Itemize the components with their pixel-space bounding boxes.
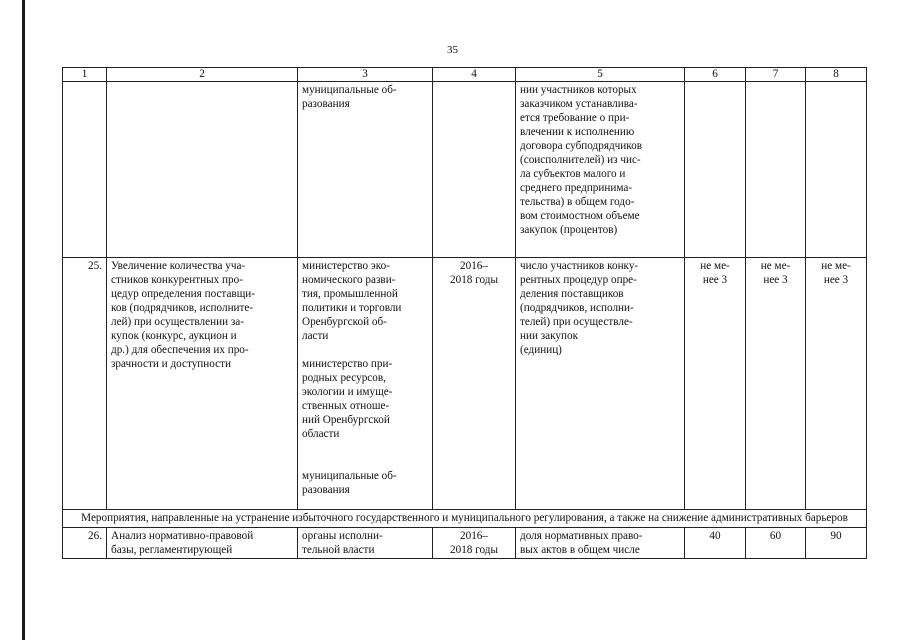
cell-indicator: доля нормативных право- вых актов в общем числе [516, 528, 685, 559]
cell-value-2017 [746, 82, 806, 258]
page-number: 35 [447, 44, 458, 56]
cell-executors: органы исполни- тельной власти [298, 528, 433, 559]
column-header-4: 4 [433, 68, 516, 82]
scan-edge-line [22, 0, 25, 640]
cell-indicator: нии участников которых заказчиком устанавлива- ется требование о при- влечении к исполнению договора субподрядчиков (соисполнителей) из чис- ла субъектов малого и среднего предпринима- тельства) в общем годо- вом стоимостном объеме закупок (процентов) [516, 82, 685, 258]
cell-period: 2016– 2018 годы [433, 528, 516, 559]
cell-value-2016: не ме- нее 3 [685, 258, 746, 510]
cell-value-2016: 40 [685, 528, 746, 559]
cell-value-2016 [685, 82, 746, 258]
column-header-5: 5 [516, 68, 685, 82]
cell-value-2018: не ме- нее 3 [806, 258, 867, 510]
column-header-1: 1 [63, 68, 107, 82]
cell-value-2018 [806, 82, 867, 258]
table-row-continued [63, 82, 867, 258]
section-heading: Мероприятия, направленные на устранение избыточного государственного и муниципального регулирования, а также на снижение административных барьеров [63, 510, 867, 528]
column-header-3: 3 [298, 68, 433, 82]
column-header-2: 2 [107, 68, 298, 82]
cell-executors: министерство эко- номического разви- тия, промышленной политики и торговли Оренбургской об- ласти министерство при- родных ресурсов, экологии и имуще- ственных отноше- ний Оренбургской области муниципальные об- разования [298, 258, 433, 510]
cell-number: 26. [63, 528, 107, 559]
cell-value-2018: 90 [806, 528, 867, 559]
cell-measure [107, 82, 298, 258]
cell-executors: муниципальные об- разования [298, 82, 433, 258]
cell-period [433, 82, 516, 258]
cell-value-2017: 60 [746, 528, 806, 559]
column-header-7: 7 [746, 68, 806, 82]
cell-measure: Увеличение количества уча- стников конкурентных про- цедур определения поставщи- ков (подрядчиков, исполните- лей) при осуществлении за- купок (конкурс, аукцион и др.) для обеспечения их про- зрачности и доступности [107, 258, 298, 510]
cell-period: 2016– 2018 годы [433, 258, 516, 510]
cell-value-2017: не ме- нее 3 [746, 258, 806, 510]
section-heading-row [63, 510, 867, 528]
cell-indicator: число участников конку- рентных процедур опре- деления поставщиков (подрядчиков, исполни- телей) при осуществле- нии закупок (единиц) [516, 258, 685, 510]
cell-measure: Анализ нормативно-правовой базы, регламентирующей [107, 528, 298, 559]
column-header-6: 6 [685, 68, 746, 82]
column-number-row [63, 68, 867, 82]
cell-number: 25. [63, 258, 107, 510]
cell-number [63, 82, 107, 258]
table-row-25 [63, 258, 867, 510]
column-header-8: 8 [806, 68, 867, 82]
measures-table [62, 67, 867, 559]
table-row-26 [63, 528, 867, 559]
